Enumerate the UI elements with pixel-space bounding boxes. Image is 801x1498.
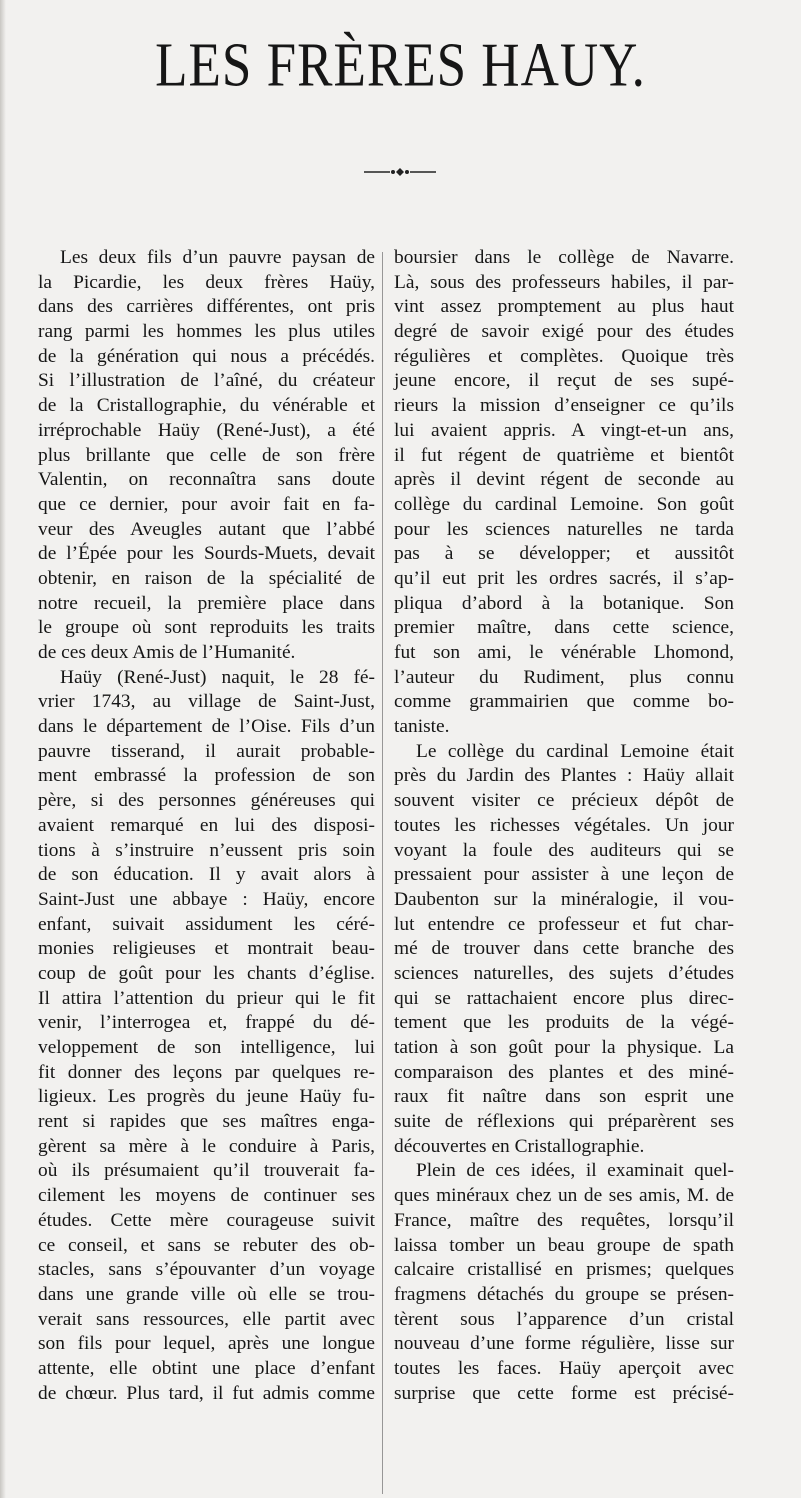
text-line: taniste. [394, 716, 450, 738]
text-line: où ils présumaient qu’il trouverait fa- [38, 1160, 375, 1182]
text-line: qui se rattachaient encore plus direc- [394, 987, 734, 1009]
text-line: de la Cristallographie, du vénérable et [38, 395, 375, 417]
page-title: LES FRÈRES HAUY. [155, 31, 646, 100]
page-edge-shadow [0, 0, 6, 1498]
text-line: ques minéraux chez un de ses amis, M. de [394, 1185, 734, 1207]
text-line: l’auteur du Rudiment, plus connu [394, 666, 734, 688]
text-line: France, maître des requêtes, lorsqu’il [394, 1209, 734, 1231]
text-line: comme grammairien que comme bo- [394, 691, 734, 713]
text-line: fragmens détachés du groupe se présen- [394, 1283, 734, 1305]
text-line: raux fit naître dans son esprit une [394, 1086, 734, 1108]
text-line: premier maître, dans cette science, [394, 617, 734, 639]
text-line: pliqua d’abord à la botanique. Son [394, 592, 734, 614]
text-line: notre recueil, la première place dans [38, 592, 375, 614]
text-line: vint assez promptement au plus haut [394, 296, 734, 318]
text-line: voyant la foule des auditeurs qui se [394, 839, 734, 861]
text-line: que ce dernier, pour avoir fait en fa- [38, 493, 375, 515]
text-line: obtenir, en raison de la spécialité de [38, 567, 375, 589]
text-line: Là, sous des professeurs habiles, il par- [394, 271, 734, 293]
text-line: de chœur. Plus tard, il fut admis comme [38, 1382, 375, 1404]
text-line: fit donner des leçons par quelques re- [38, 1061, 375, 1083]
text-line: il fut régent de quatrième et bientôt [394, 444, 734, 466]
text-line: Les deux fils d’un pauvre paysan de [60, 247, 375, 268]
left-text-column [38, 246, 375, 1406]
text-line: rieurs la mission d’enseigner ce qu’ils [394, 395, 734, 417]
text-line: Plein de ces idées, il examinait quel- [416, 1160, 734, 1182]
text-line: ment embrassé la profession de son [38, 765, 375, 787]
text-line: dans des carrières différentes, ont pris [38, 296, 375, 318]
text-line: coup de goût pour les chants d’église. [38, 962, 375, 984]
text-line: gèrent sa mère à le conduire à Paris, [38, 1135, 375, 1157]
text-line: souvent visiter ce précieux dépôt de [394, 790, 734, 812]
text-line: lut entendre ce professeur et fut char- [394, 913, 734, 935]
text-line: près du Jardin des Plantes : Haüy allait [394, 765, 734, 787]
text-line: ligieux. Les progrès du jeune Haüy fu- [38, 1086, 375, 1108]
ornament-divider [364, 168, 436, 176]
text-line: degré de savoir exigé pour des études [394, 321, 734, 343]
text-line: stacles, sans s’épouvanter d’un voyage [38, 1259, 375, 1281]
text-line: pressaient pour assister à une leçon de [394, 864, 734, 886]
text-line: Il attira l’attention du prieur qui le fit [38, 987, 375, 1009]
text-line: de son éducation. Il y avait alors à [38, 864, 375, 886]
text-line: venir, l’interrogea et, frappé du dé- [38, 1012, 375, 1034]
text-line: Valentin, on reconnaîtra sans doute [38, 469, 375, 491]
text-line: de ces deux Amis de l’Humanité. [38, 642, 296, 663]
column-divider [382, 252, 383, 1494]
text-line: rang parmi les hommes les plus utiles [38, 321, 375, 343]
text-line: boursier dans le collège de Navarre. [394, 247, 734, 268]
text-line: tement que les produits de la végé- [394, 1012, 734, 1034]
text-line: pour les sciences naturelles ne tarda [394, 518, 734, 540]
text-line: comparaison des plantes et des miné- [394, 1061, 734, 1083]
text-line: dans une grande ville où elle se trou- [38, 1283, 375, 1305]
text-line: plus brillante que celle de son frère [38, 444, 375, 466]
text-line: Daubenton sur la minéralogie, il vou- [394, 888, 734, 910]
text-line: tèrent sous l’apparence d’un cristal [394, 1308, 734, 1330]
text-line: veloppement de son intelligence, lui [38, 1037, 375, 1058]
text-line: pas à se développer; et aussitôt [394, 543, 734, 565]
text-line: attente, elle obtint une place d’enfant [38, 1357, 375, 1379]
text-line: avaient remarqué en lui des disposi- [38, 814, 375, 836]
right-text-column [394, 246, 734, 1406]
text-line: après il devint régent de seconde au [394, 469, 734, 491]
text-line: son fils pour lequel, après une longue [38, 1333, 375, 1355]
text-line: toutes les faces. Haüy aperçoit avec [394, 1357, 734, 1379]
text-line: tation à son goût pour la physique. La [394, 1037, 734, 1058]
text-line: la Picardie, les deux frères Haüy, [38, 271, 375, 293]
text-line: dans le département de l’Oise. Fils d’un [38, 716, 375, 738]
text-line: monies religieuses et montrait beau- [38, 938, 375, 960]
text-line: fut son ami, le vénérable Lhomond, [394, 642, 734, 663]
text-line: jeune encore, il reçut de ses supé- [394, 370, 734, 392]
text-line: suite de réflexions qui préparèrent ses [394, 1111, 734, 1133]
text-line: de la génération qui nous a précédés. [38, 345, 375, 367]
text-line: découvertes en Cristallographie. [394, 1135, 645, 1157]
text-line: cilement les moyens de continuer ses [38, 1185, 375, 1207]
text-line: irréprochable Haüy (René-Just), a été [38, 419, 375, 441]
text-line: surprise que cette forme est précisé- [394, 1382, 734, 1404]
text-line: rent si rapides que ses maîtres enga- [38, 1111, 375, 1133]
text-line: vrier 1743, au village de Saint-Just, [38, 691, 375, 713]
text-line: veur des Aveugles autant que l’abbé [38, 518, 375, 540]
text-line: sciences naturelles, des sujets d’études [394, 962, 734, 984]
text-line: enfant, suivait assidument les céré- [38, 913, 375, 935]
text-line: verait sans ressources, elle partit avec [38, 1308, 375, 1330]
text-line: ce conseil, et sans se rebuter des ob- [38, 1234, 375, 1256]
text-line: collège du cardinal Lemoine. Son goût [394, 493, 734, 515]
text-line: toutes les richesses végétales. Un jour [394, 814, 734, 836]
text-line: nouveau d’une forme régulière, lisse sur [394, 1333, 734, 1355]
text-line: Si l’illustration de l’aîné, du créateur [38, 370, 375, 392]
text-line: lui avaient appris. A vingt-et-un ans, [394, 419, 734, 441]
text-line: calcaire cristallisé en prismes; quelques [394, 1259, 734, 1281]
text-line: régulières et complètes. Quoique très [394, 345, 734, 367]
text-line: Haüy (René-Just) naquit, le 28 fé- [60, 666, 375, 688]
text-line: Le collège du cardinal Lemoine était [416, 740, 734, 762]
text-line: de l’Épée pour les Sourds-Muets, devait [38, 543, 375, 565]
text-line: études. Cette mère courageuse suivit [38, 1209, 375, 1231]
text-line: le groupe où sont reproduits les traits [38, 617, 375, 639]
text-line: pauvre tisserand, il aurait probable- [38, 740, 375, 762]
text-line: père, si des personnes généreuses qui [38, 790, 375, 812]
text-line: tions à s’instruire n’eussent pris soin [38, 839, 375, 861]
text-line: qu’il eut prit les ordres sacrés, il s’ap- [394, 567, 734, 589]
text-line: mé de trouver dans cette branche des [394, 938, 734, 960]
text-line: laissa tomber un beau groupe de spath [394, 1234, 734, 1256]
text-line: Saint-Just une abbaye : Haüy, encore [38, 888, 375, 910]
